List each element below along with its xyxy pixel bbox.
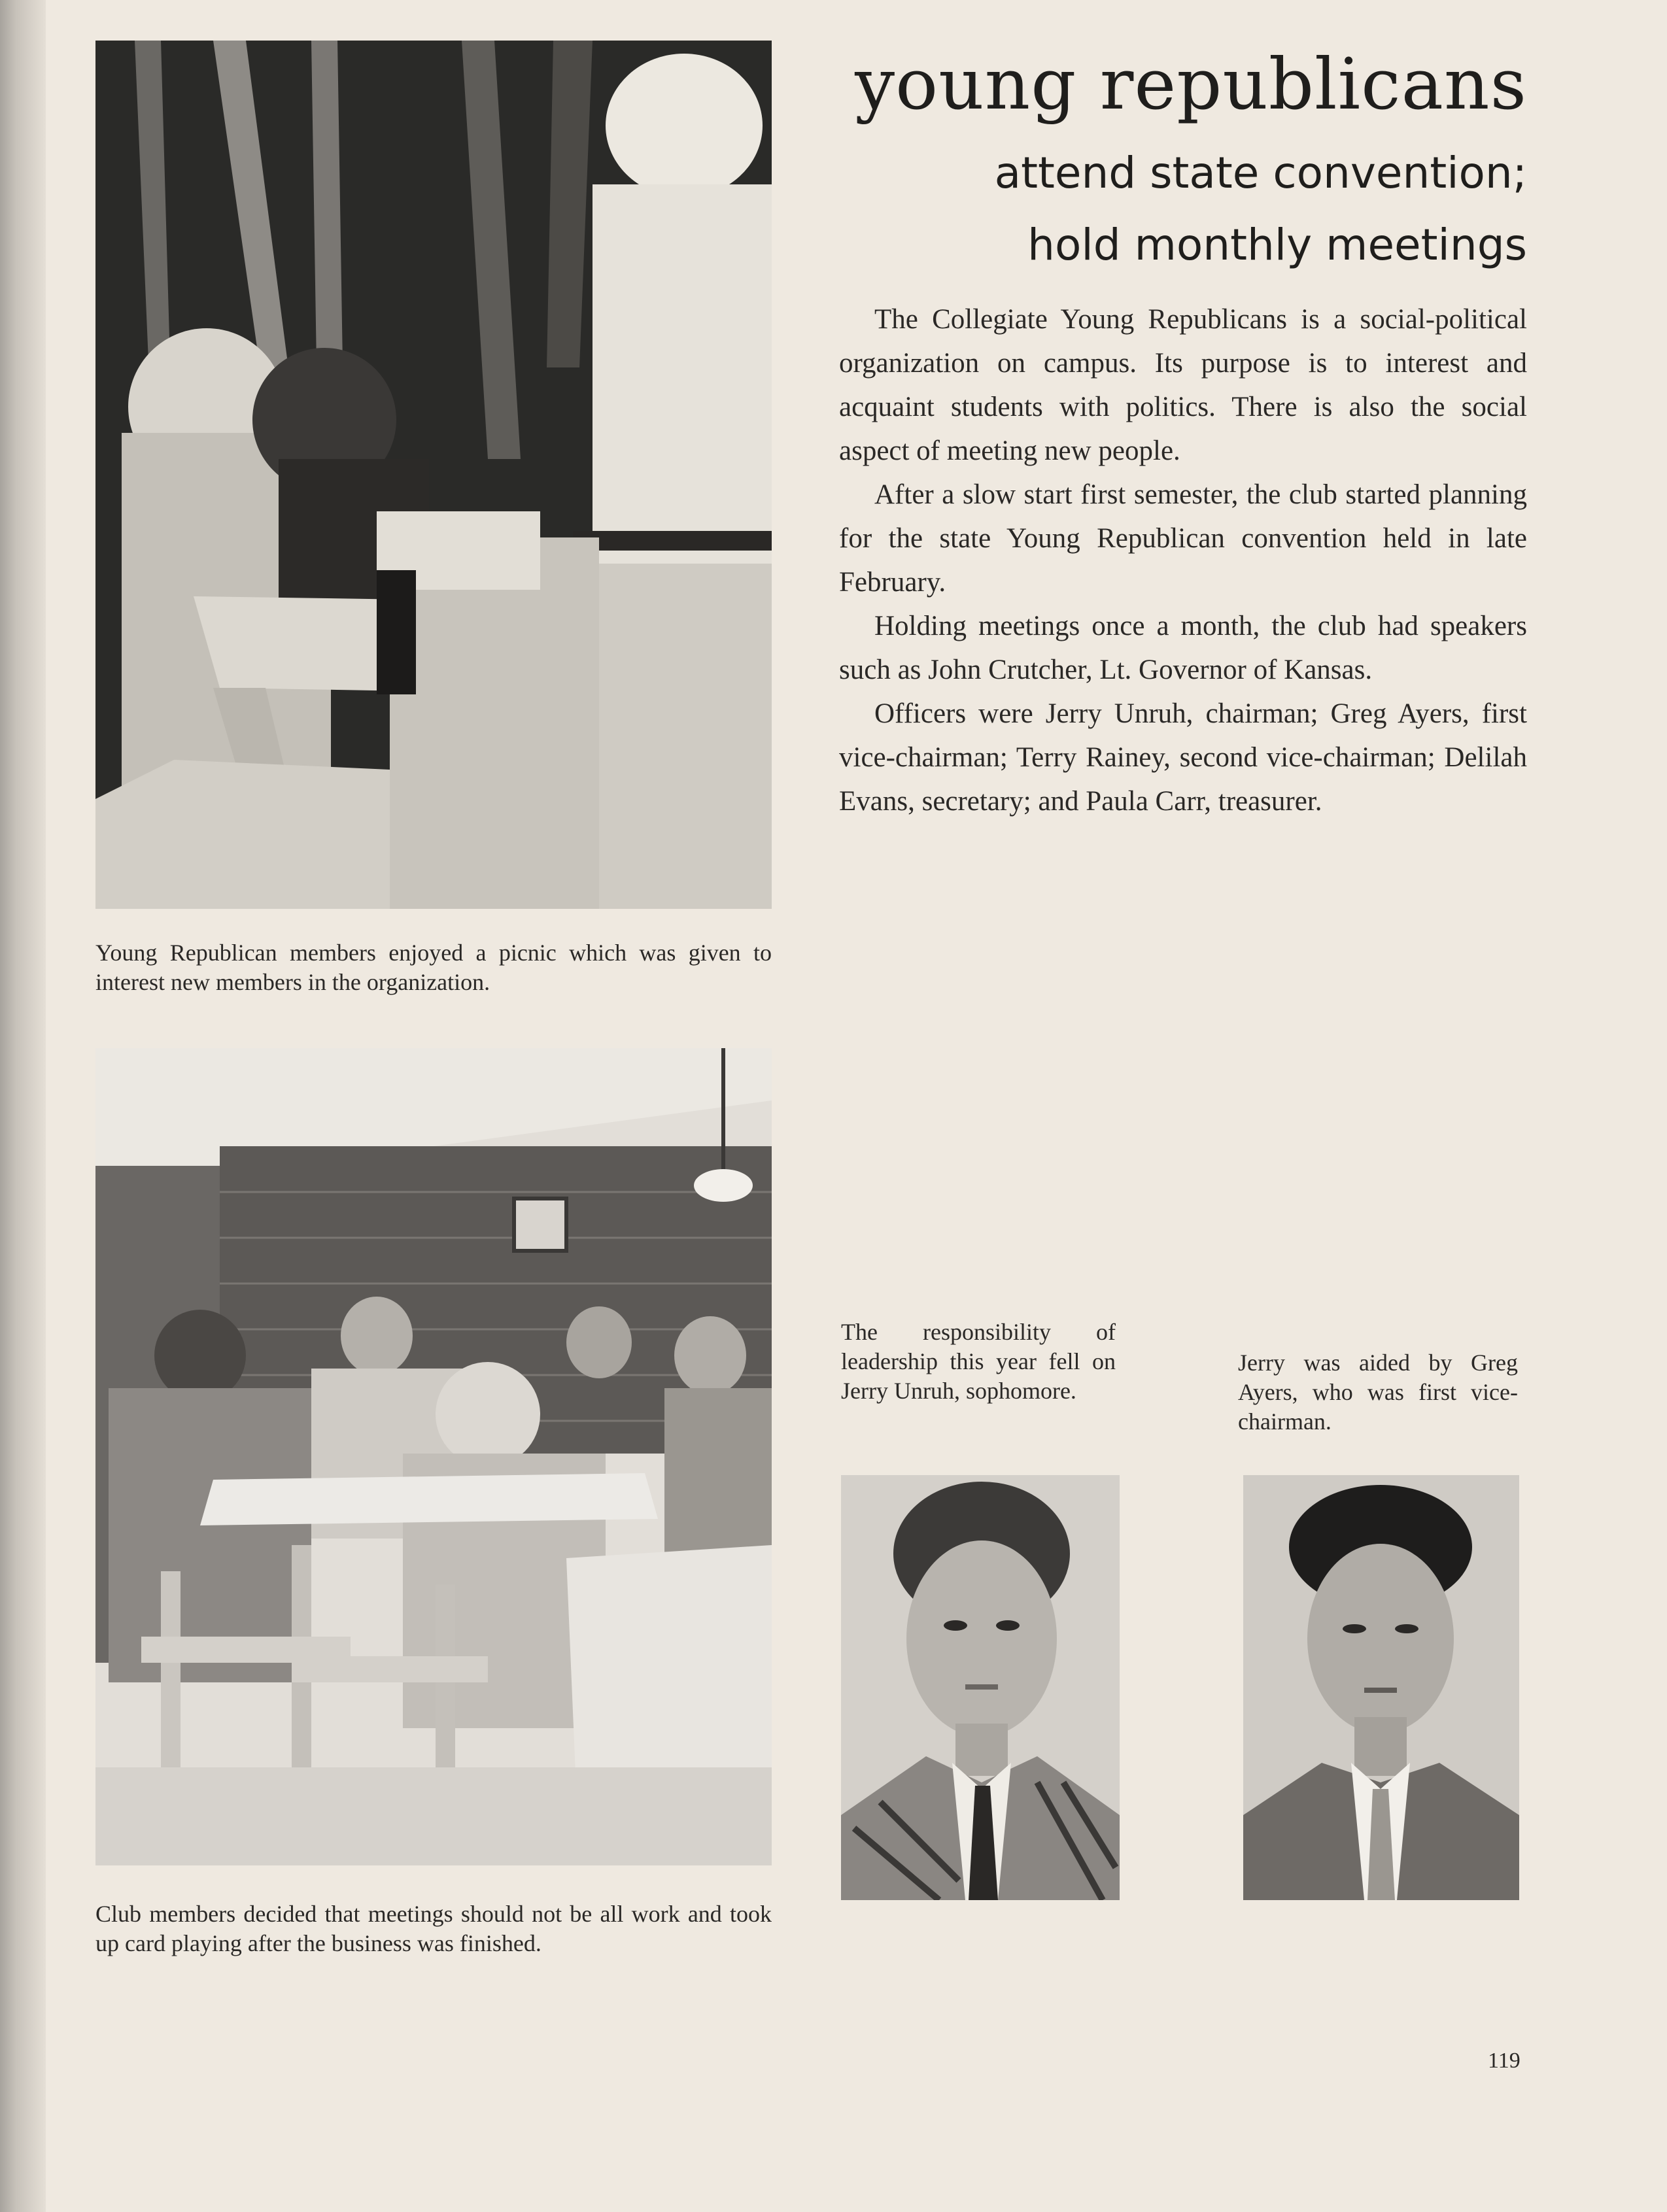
subheadline-line-2: hold monthly meetings [1027, 220, 1527, 270]
card-playing-photo [95, 1048, 772, 1865]
card-playing-caption: Club members decided that meetings should not be all work and took up card playing after the business was finished. [95, 1901, 772, 1956]
picnic-photo [95, 41, 772, 909]
greg-ayers-portrait [1243, 1475, 1519, 1900]
subheadline-line-1: attend state convention; [994, 148, 1527, 198]
ayers-portrait-caption: Jerry was aided by Greg Ayers, who was first vice-chairman. [1238, 1350, 1518, 1435]
body-paragraph: The Collegiate Young Republicans is a social-political organization on campus. Its purpose is to interest and acquaint students with politics. There is also the social aspect of meeting new people. [839, 304, 1527, 466]
unruh-portrait-caption: The responsibility of leadership this year fell on Jerry Unruh, sophomore. [841, 1319, 1116, 1404]
article-body [839, 298, 1527, 823]
page-number: 119 [1488, 2049, 1521, 2073]
body-paragraph: Holding meetings once a month, the club had speakers such as John Crutcher, Lt. Governor of Kansas. [839, 611, 1527, 685]
headline: young republicans [855, 44, 1527, 126]
body-paragraph: Officers were Jerry Unruh, chairman; Greg Ayers, first vice-chairman; Terry Rainey, second vice-chairman; Delilah Evans, secretary; and Paula Carr, treasurer. [839, 698, 1527, 817]
picnic-caption: Young Republican members enjoyed a picnic which was given to interest new members in the organization. [95, 940, 772, 995]
body-paragraph: After a slow start first semester, the club started planning for the state Young Republican convention held in late February. [839, 479, 1527, 598]
binding-gutter-shadow [0, 0, 46, 2212]
jerry-unruh-portrait [841, 1475, 1120, 1900]
